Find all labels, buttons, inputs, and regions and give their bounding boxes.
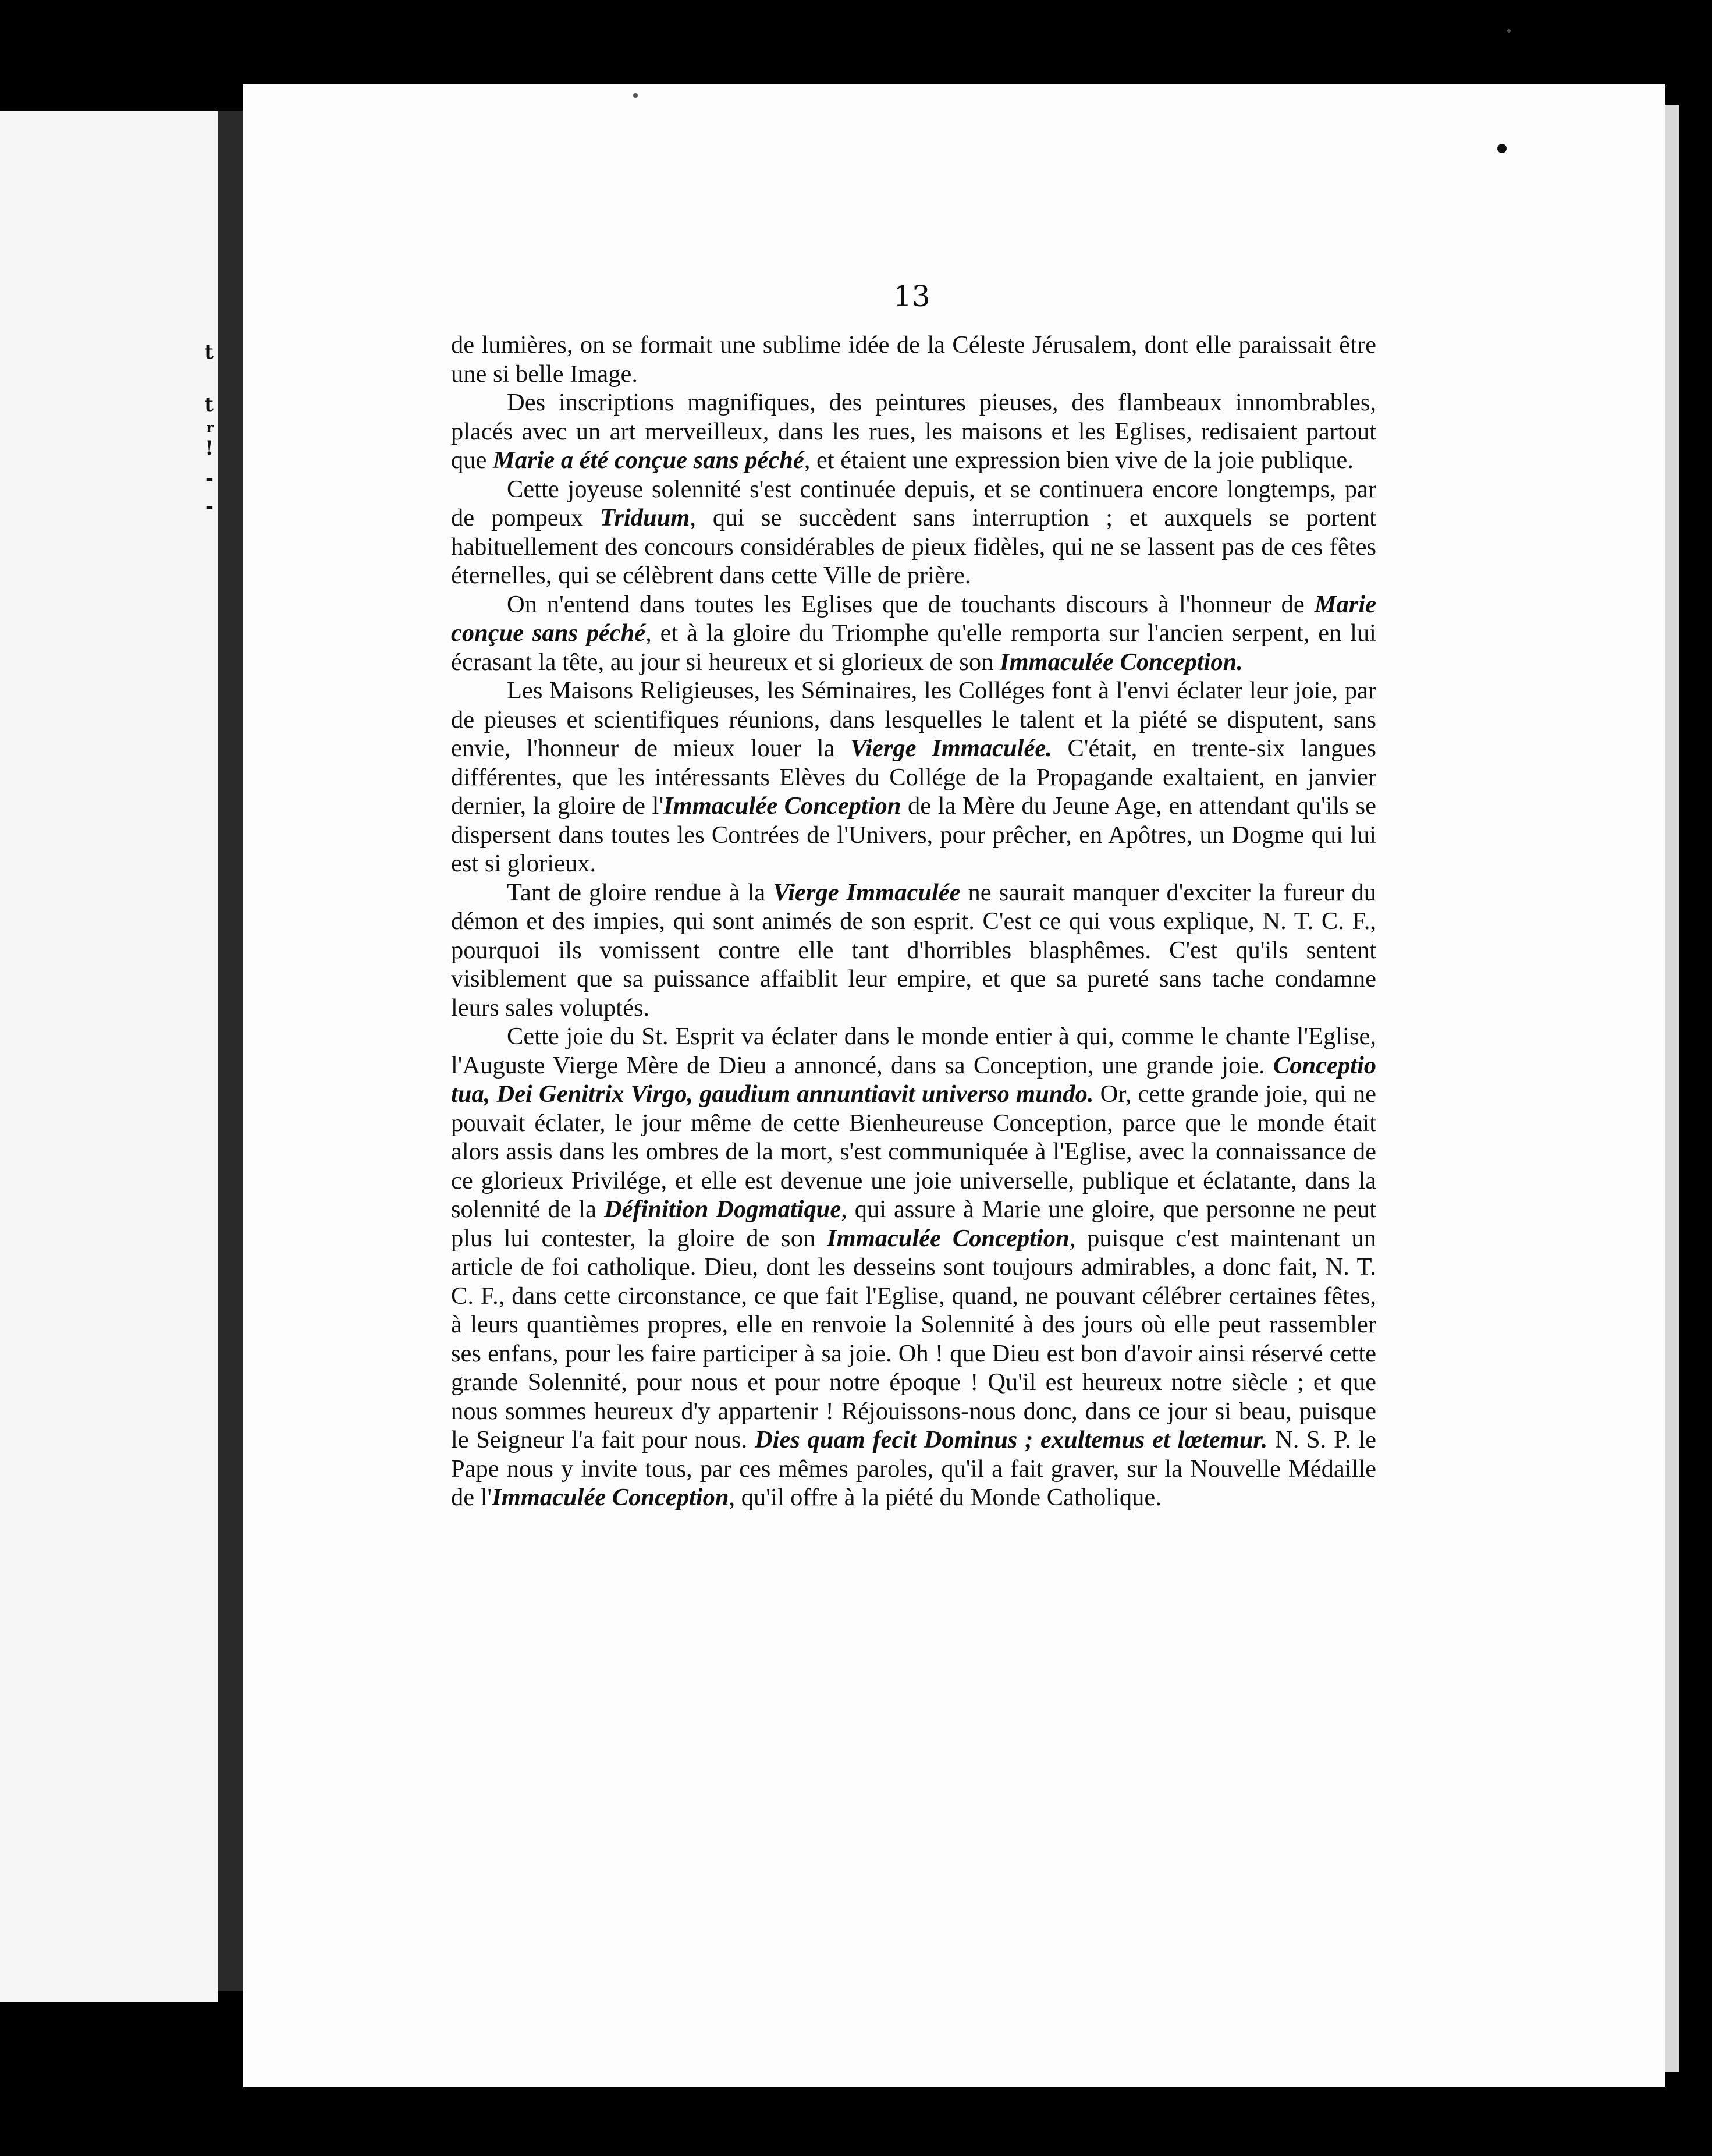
paragraph-text: N. S. P. le Pape nous y invite tous, par ces mêmes paroles, qu'il a fait graver, sur la Nouvelle Médaille de l'	[451, 1426, 1377, 1511]
paragraph-text: Des inscriptions magnifiques, des peintures pieuses, des flambeaux innombrables, placés avec un art merveilleux, dans les rues, les maisons et les Eglises, redisaient partout que	[451, 389, 1376, 474]
facing-page-letter-fragments	[0, 111, 218, 2002]
ink-spot	[1497, 144, 1507, 153]
emphasis-text: Marie a été conçue sans péché	[493, 446, 804, 474]
ink-speck	[1507, 29, 1511, 33]
emphasis-text: Immaculée Conception	[827, 1224, 1070, 1252]
emphasis-text: Vierge Immaculée	[773, 878, 961, 906]
emphasis-text: Immaculée Conception	[492, 1484, 729, 1511]
facing-page-edge	[0, 111, 218, 2002]
paragraph	[451, 878, 1376, 1023]
emphasis-text: Vierge Immaculée.	[850, 735, 1052, 762]
fragment: -	[205, 495, 214, 518]
paragraph-text: , et étaient une expression bien vive de la joie publique.	[804, 446, 1354, 474]
body-text	[451, 331, 1376, 1512]
paragraph-text: , et à la gloire du Triomphe qu'elle remporta sur l'ancien serpent, en lui écrasant la tête, au jour si heureux et si glorieux de son	[451, 619, 1376, 676]
emphasis-text: Conceptio tua, Dei Genitrix Virgo, gaudium annuntiavit universo mundo.	[451, 1051, 1376, 1108]
paragraph-text: Cette joie du St. Esprit va éclater dans le monde entier à qui, comme le chante l'Eglise, l'Auguste Vierge Mère de Dieu a annoncé, dans sa Conception, une grande joie.	[451, 1023, 1376, 1079]
page-edge-shadow	[1665, 105, 1679, 2072]
emphasis-text: Définition Dogmatique	[603, 1196, 841, 1223]
paragraph-text: , qui se succèdent sans interruption ; et auxquels se portent habituellement des concours considérables de pieux fidèles, qui ne se lassent pas de ces fêtes éternelles, qui se célèbrent dans cette Ville de prière.	[451, 504, 1376, 589]
paragraph-text: de la Mère du Jeune Age, en attendant qu'ils se dispersent dans toutes les Contrées de l'Univers, pour prêcher, en Apôtres, un Dogme qui lui est si glorieux.	[451, 792, 1376, 877]
paragraph	[451, 1022, 1376, 1512]
paragraph-text: Or, cette grande joie, qui ne pouvait éclater, le jour même de cette Bienheureuse Conception, parce que le monde était alors assis dans les ombres de la mort, s'est communiquée à l'Eglise, avec la connaissance de ce glorieux Privilége, et elle est devenue une joie universelle, publique et éclatante, dans la solennité de la	[451, 1080, 1376, 1223]
emphasis-text: Immaculée Conception.	[999, 648, 1243, 676]
page-number: 13	[893, 279, 930, 313]
fragment: t	[204, 341, 214, 364]
book-gutter	[218, 111, 243, 1991]
fragment: t	[204, 393, 214, 416]
fragment: -	[205, 467, 214, 490]
paragraph-text: On n'entend dans toutes les Eglises que de touchants discours à l'honneur de	[507, 590, 1315, 618]
paragraph-text: , qu'il offre à la piété du Monde Catholique.	[729, 1484, 1162, 1511]
paragraph	[451, 475, 1376, 590]
ink-speck	[633, 93, 638, 98]
paragraph	[451, 331, 1376, 388]
emphasis-text: Dies quam fecit Dominus ; exultemus et lœtemur.	[754, 1426, 1268, 1453]
emphasis-text: Marie conçue sans péché	[451, 590, 1376, 647]
fragment: !	[205, 437, 214, 460]
paragraph-text: ne saurait manquer d'exciter la fureur du démon et des impies, qui sont animés de son esprit. C'est ce qui vous explique, N. T. C. F., pourquoi ils vomissent contre elle tant d'horribles blasphêmes. C'est qu'ils sentent visiblement que sa puissance affaiblit leur empire, et que sa pureté sans tache condamne leurs sales voluptés.	[451, 878, 1376, 1022]
fragment: r	[206, 419, 214, 436]
paragraph-text: Tant de gloire rendue à la	[507, 878, 773, 906]
paragraph-text: de lumières, on se formait une sublime idée de la Céleste Jérusalem, dont elle paraissait être une si belle Image.	[451, 331, 1376, 388]
paragraph-text: Les Maisons Religieuses, les Séminaires, les Colléges font à l'envi éclater leur joie, par de pieuses et scientifiques réunions, dans lesquelles le talent et la piété se disputent, sans envie, l'honneur de mieux louer la	[451, 677, 1376, 762]
emphasis-text: Triduum	[600, 504, 690, 531]
paragraph	[451, 676, 1376, 878]
paragraph	[451, 590, 1376, 677]
emphasis-text: Immaculée Conception	[663, 792, 901, 820]
paragraph-text: Cette joyeuse solennité s'est continuée depuis, et se continuera encore longtemps, par de pompeux	[451, 475, 1376, 531]
paragraph	[451, 388, 1376, 475]
paragraph-text: , qui assure à Marie une gloire, que personne ne peut plus lui contester, la gloire de son	[451, 1196, 1376, 1252]
paragraph-text: C'était, en trente-six langues différentes, que les intéressants Elèves du Collége de la Propagande exaltaient, en janvier dernier, la gloire de l'	[451, 735, 1376, 820]
paragraph-text: , puisque c'est maintenant un article de foi catholique. Dieu, dont les desseins sont toujours admirables, a donc fait, N. T. C. F., dans cette circonstance, ce que fait l'Eglise, quand, ne pouvant célébrer certaines fêtes, à leurs quantièmes propres, elle en renvoie la Solennité à des jours où elle peut rassembler ses enfans, pour les faire participer à sa joie. Oh ! que Dieu est bon d'avoir ainsi réservé cette grande Solennité, pour nous et pour notre époque ! Qu'il est heureux notre siècle ; et que nous sommes heureux d'y appartenir ! Réjouissons-nous donc, dans ce jour si beau, puisque le Seigneur l'a fait pour nous.	[451, 1224, 1376, 1453]
